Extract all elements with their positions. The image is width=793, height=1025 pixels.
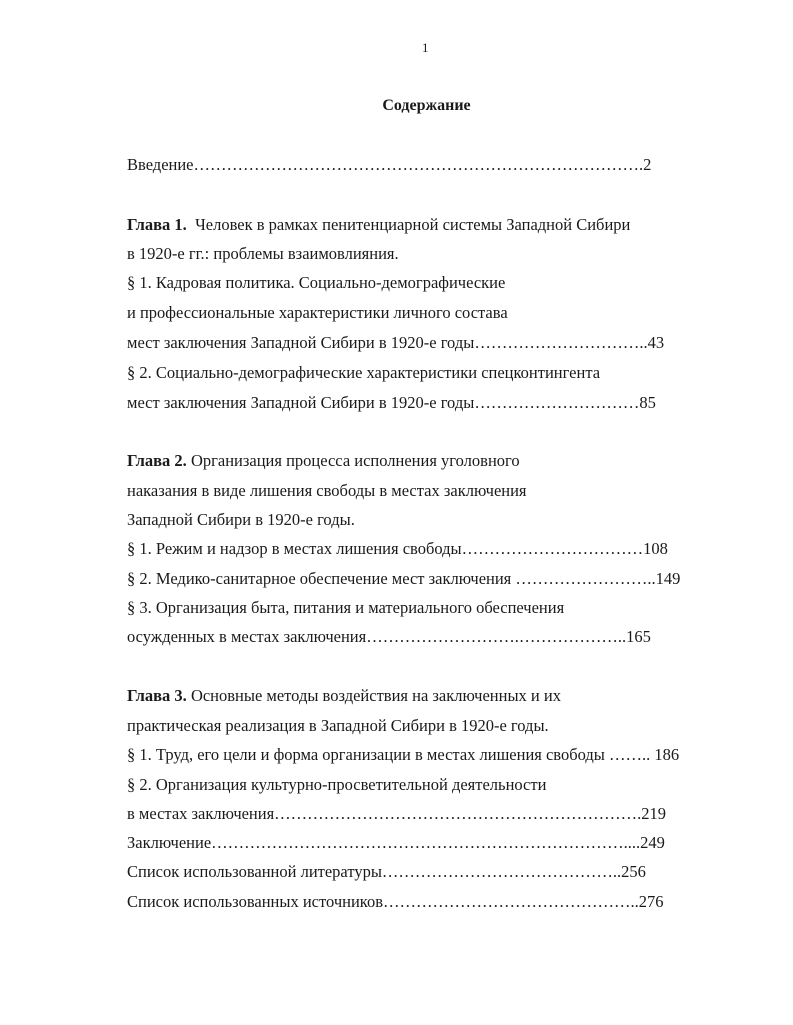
toc-ch2-section-3-end: осужденных в местах заключения……………………….………………..165 <box>127 627 651 646</box>
toc-ch1-section-2-end: мест заключения Западной Сибири в 1920-е годы…………………………85 <box>127 393 656 412</box>
page-title: Содержание <box>382 97 471 114</box>
chapter-3-label: Глава 3. <box>127 686 187 705</box>
chapter-1-title: Человек в рамках пенитенциарной системы Западной Сибири <box>195 215 631 234</box>
toc-ch3-section-2: § 2. Организация культурно-просветительной деятельности <box>127 775 547 794</box>
page-number: 1 <box>422 40 429 55</box>
toc-literature: Список использованной литературы……………………………………..256 <box>127 862 646 881</box>
toc-ch1-section-1-cont: и профессиональные характеристики личного состава <box>127 303 508 322</box>
toc-ch2-section-2: § 2. Медико-санитарное обеспечение мест заключения ……………………..149 <box>127 569 681 588</box>
chapter-1-title-cont: в 1920-е гг.: проблемы взаимовлияния. <box>127 244 399 263</box>
chapter-3-title: Основные методы воздействия на заключенных и их <box>190 686 561 705</box>
chapter-2-title: Организация процесса исполнения уголовного <box>190 451 520 470</box>
chapter-2-title-cont: наказания в виде лишения свободы в местах заключения <box>127 481 527 500</box>
toc-ch1-section-1: § 1. Кадровая политика. Социально-демографические <box>127 273 506 292</box>
toc-conclusion: Заключение…………………………………………………………………....249 <box>127 833 665 852</box>
chapter-1-label: Глава 1. <box>127 215 187 234</box>
toc-sources: Список использованных источников………………………………………..276 <box>127 892 664 911</box>
chapter-3-title-cont: практическая реализация в Западной Сибири в 1920-е годы. <box>127 716 549 735</box>
toc-ch2-section-3: § 3. Организация быта, питания и материального обеспечения <box>127 598 565 617</box>
toc-ch3-section-2-end: в местах заключения………………………………………………………….219 <box>127 804 667 823</box>
toc-chapter-1 <box>127 215 630 235</box>
chapter-2-title-end: Западной Сибири в 1920-е годы. <box>127 510 355 529</box>
toc-ch3-section-1: § 1. Труд, его цели и форма организации в местах лишения свободы …….. 186 <box>127 745 680 764</box>
toc-chapter-3 <box>127 686 561 706</box>
toc-ch1-section-1-end: мест заключения Западной Сибири в 1920-е годы…………………………..43 <box>127 333 665 352</box>
toc-ch2-section-1: § 1. Режим и надзор в местах лишения свободы……………………………108 <box>127 539 668 558</box>
toc-chapter-2 <box>127 451 520 471</box>
toc-ch1-section-2: § 2. Социально-демографические характеристики спецконтингента <box>127 363 601 382</box>
chapter-2-label: Глава 2. <box>127 451 187 470</box>
toc-introduction: Введение……………………………………………………………………….2 <box>127 155 652 174</box>
